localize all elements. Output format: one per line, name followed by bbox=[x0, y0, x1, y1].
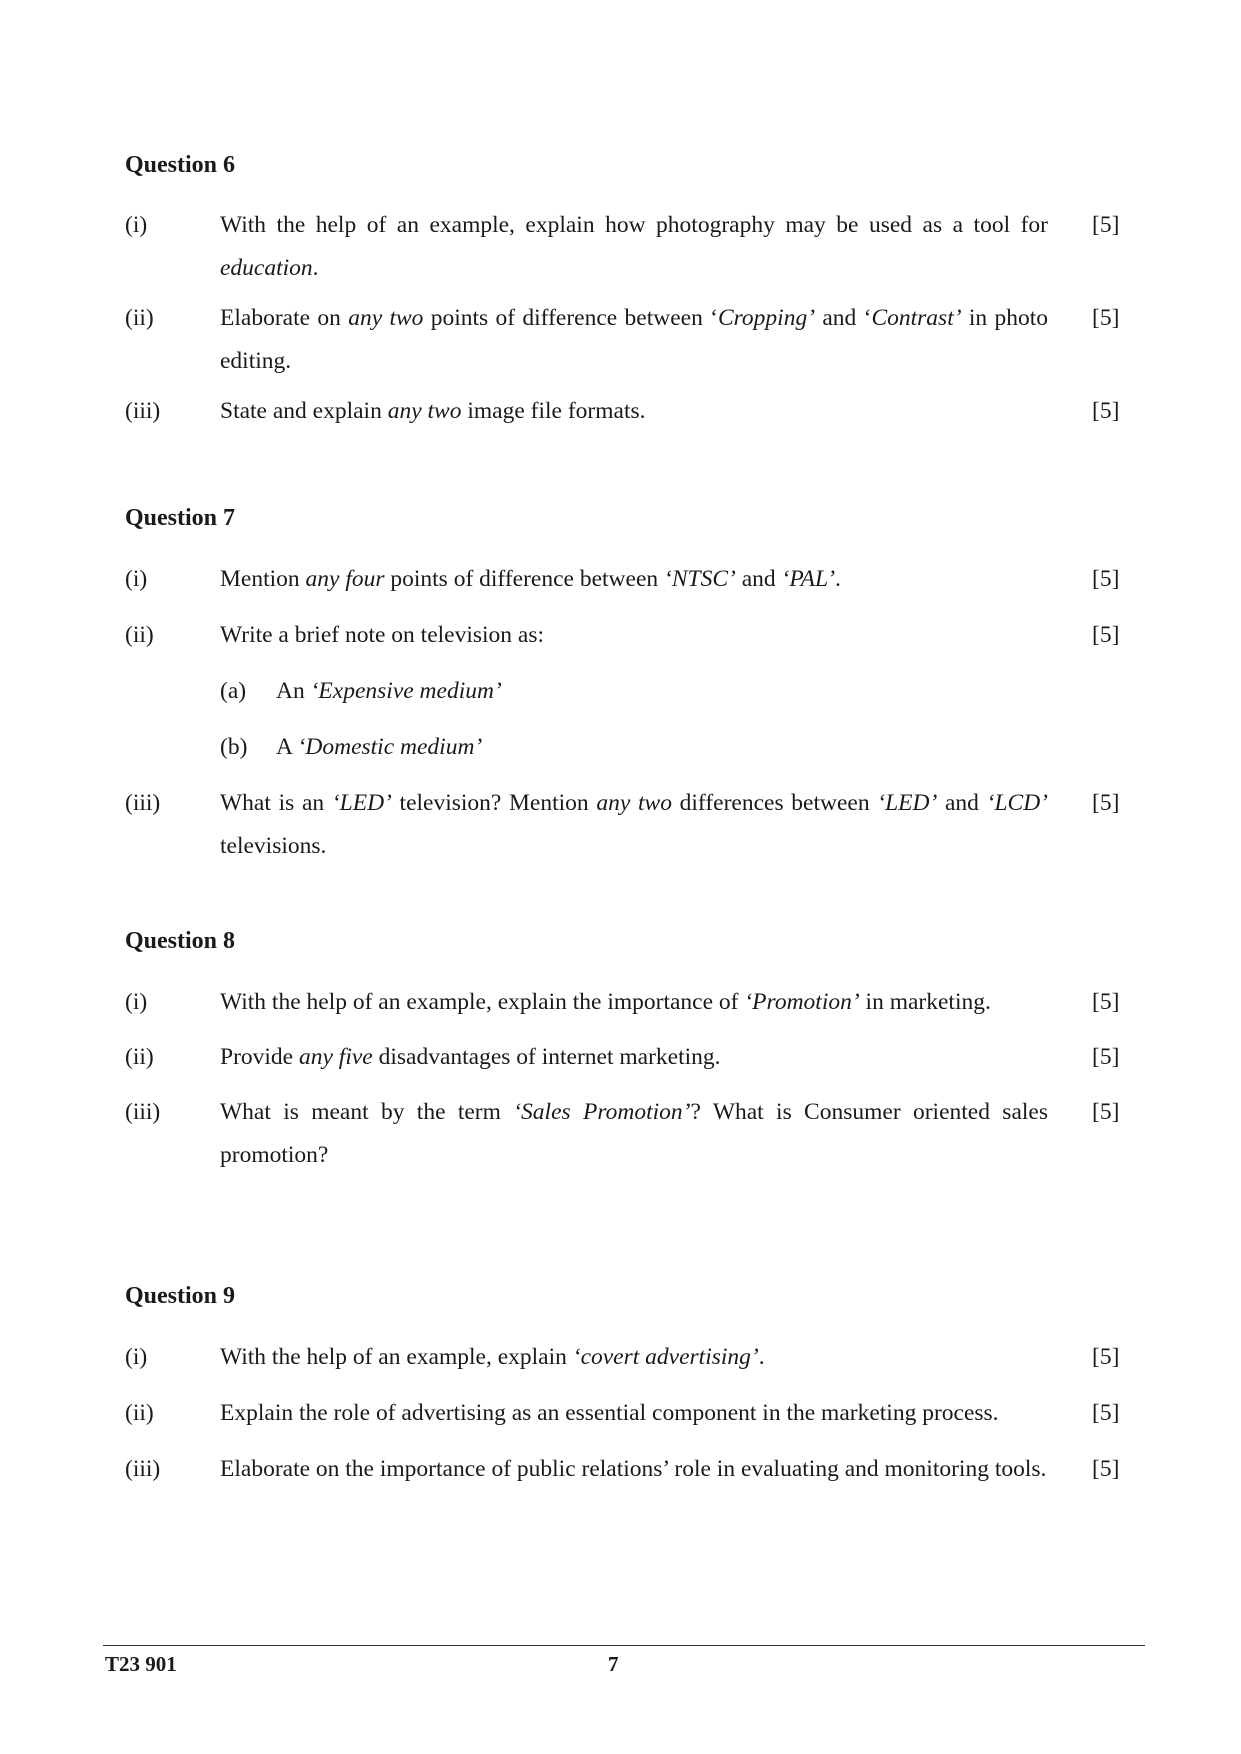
text-run: and bbox=[937, 790, 987, 816]
question-8-part-iii bbox=[125, 1091, 1125, 1177]
marks-label: [5] bbox=[1092, 1044, 1120, 1070]
text-run: A bbox=[276, 734, 298, 760]
emphasis-text: Contrast’ bbox=[871, 305, 962, 331]
text-run: disadvantages of internet marketing. bbox=[372, 1044, 721, 1070]
text-run: Write a brief note on television as: bbox=[220, 622, 545, 648]
question-9-part-i bbox=[125, 1336, 1125, 1379]
text-run: television? Mention bbox=[391, 790, 597, 816]
text-run: With the help of an example, explain the importance of bbox=[220, 989, 745, 1015]
question-title: Question 8 bbox=[125, 928, 236, 954]
question-9 bbox=[125, 1281, 1125, 1491]
sub-part-text bbox=[276, 670, 1125, 713]
text-run: Elaborate on the importance of public relations’ role in evaluating and monitoring tools. bbox=[220, 1456, 1047, 1482]
text-run: What is meant by the term bbox=[220, 1099, 514, 1125]
sub-part-number: (b) bbox=[220, 734, 248, 760]
part-text bbox=[220, 390, 1048, 433]
text-run: points of difference between ‘ bbox=[423, 305, 718, 331]
part-number: (iii) bbox=[125, 790, 161, 816]
text-run: televisions. bbox=[220, 833, 327, 859]
marks-label: [5] bbox=[1092, 212, 1120, 238]
part-text bbox=[220, 981, 1048, 1024]
question-7-part-i bbox=[125, 558, 1125, 601]
part-text bbox=[220, 204, 1048, 290]
part-number: (i) bbox=[125, 1344, 148, 1370]
part-text bbox=[220, 297, 1048, 383]
part-text bbox=[220, 1448, 1048, 1491]
part-text bbox=[220, 1336, 1048, 1379]
part-text bbox=[220, 614, 1048, 657]
text-run: differences between bbox=[671, 790, 878, 816]
text-run: Elaborate on bbox=[220, 305, 349, 331]
text-run: . bbox=[758, 1344, 765, 1370]
question-title: Question 9 bbox=[125, 1283, 236, 1309]
emphasis-text: ‘PAL’ bbox=[781, 566, 836, 592]
paper-code: T23 901 bbox=[105, 1652, 177, 1676]
emphasis-text: ‘LED’ bbox=[877, 790, 938, 816]
sub-part-text bbox=[276, 726, 1125, 769]
question-8-part-i bbox=[125, 981, 1125, 1024]
part-number: (ii) bbox=[125, 305, 154, 331]
question-title: Question 7 bbox=[125, 505, 236, 531]
text-run: points of difference between bbox=[384, 566, 664, 592]
text-run: Explain the role of advertising as an essential component in the marketing process. bbox=[220, 1400, 999, 1426]
text-run: State and explain bbox=[220, 398, 388, 424]
marks-label: [5] bbox=[1092, 622, 1120, 648]
marks-label: [5] bbox=[1092, 1400, 1120, 1426]
emphasis-text: any four bbox=[305, 566, 385, 592]
question-title: Question 6 bbox=[125, 152, 236, 178]
text-run: With the help of an example, explain bbox=[220, 1344, 573, 1370]
footer-divider bbox=[103, 1645, 1145, 1646]
emphasis-text: ‘Sales Promotion’ bbox=[513, 1099, 691, 1125]
emphasis-text: ‘covert advertising’ bbox=[572, 1344, 759, 1370]
text-run: . bbox=[312, 255, 319, 281]
part-number: (i) bbox=[125, 566, 148, 592]
text-run: in marketing. bbox=[859, 989, 991, 1015]
text-run: Provide bbox=[220, 1044, 299, 1070]
marks-label: [5] bbox=[1092, 566, 1120, 592]
text-run: An bbox=[276, 678, 311, 704]
question-7 bbox=[125, 503, 1125, 868]
text-run: and bbox=[735, 566, 782, 592]
part-number: (iii) bbox=[125, 398, 161, 424]
text-run: . bbox=[835, 566, 841, 592]
marks-label: [5] bbox=[1092, 1456, 1120, 1482]
part-text bbox=[220, 1036, 1048, 1079]
text-run: in photo editing. bbox=[220, 305, 1049, 374]
emphasis-text: any two bbox=[348, 305, 424, 331]
text-run: Mention bbox=[220, 566, 306, 592]
part-text bbox=[220, 1392, 1058, 1435]
emphasis-text: any two bbox=[387, 398, 462, 424]
question-6-part-i bbox=[125, 204, 1125, 290]
marks-label: [5] bbox=[1092, 1099, 1120, 1125]
part-text bbox=[220, 558, 1048, 601]
emphasis-text: any two bbox=[596, 790, 672, 816]
sub-part-number: (a) bbox=[220, 678, 247, 704]
emphasis-text: Cropping’ bbox=[717, 305, 816, 331]
question-7-part-ii bbox=[125, 614, 1125, 657]
text-run: and ‘ bbox=[815, 305, 872, 331]
part-number: (i) bbox=[125, 212, 148, 238]
marks-label: [5] bbox=[1092, 1344, 1120, 1370]
emphasis-text: ‘Promotion’ bbox=[744, 989, 860, 1015]
marks-label: [5] bbox=[1092, 790, 1120, 816]
emphasis-text: education bbox=[220, 255, 313, 281]
question-6 bbox=[125, 150, 1125, 433]
question-9-part-ii bbox=[125, 1392, 1125, 1435]
emphasis-text: ‘Domestic medium’ bbox=[297, 734, 483, 760]
part-number: (ii) bbox=[125, 1400, 154, 1426]
text-run: With the help of an example, explain how photography may be used as a tool for bbox=[220, 212, 1048, 238]
text-run: image file formats. bbox=[461, 398, 646, 424]
emphasis-text: any five bbox=[298, 1044, 373, 1070]
part-text bbox=[220, 782, 1048, 868]
sub-part-a bbox=[220, 670, 1125, 713]
part-number: (ii) bbox=[125, 1044, 154, 1070]
emphasis-text: ‘LED’ bbox=[331, 790, 392, 816]
question-8 bbox=[125, 926, 1125, 1177]
part-text bbox=[220, 1091, 1048, 1177]
question-7-part-iii bbox=[125, 782, 1125, 868]
question-6-part-ii bbox=[125, 297, 1125, 383]
marks-label: [5] bbox=[1092, 398, 1120, 424]
text-run: ? What is Consumer oriented sales promotion? bbox=[220, 1099, 1048, 1168]
part-number: (i) bbox=[125, 989, 148, 1015]
question-6-part-iii bbox=[125, 390, 1125, 433]
emphasis-text: ‘Expensive medium’ bbox=[310, 678, 502, 704]
emphasis-text: ‘NTSC’ bbox=[664, 566, 736, 592]
part-number: (ii) bbox=[125, 622, 154, 648]
question-9-part-iii bbox=[125, 1448, 1125, 1491]
text-run: What is an bbox=[220, 790, 332, 816]
marks-label: [5] bbox=[1092, 989, 1120, 1015]
part-number: (iii) bbox=[125, 1099, 161, 1125]
page-number: 7 bbox=[608, 1652, 619, 1676]
marks-label: [5] bbox=[1092, 305, 1120, 331]
part-number: (iii) bbox=[125, 1456, 161, 1482]
emphasis-text: ‘LCD’ bbox=[986, 790, 1048, 816]
sub-part-b bbox=[220, 726, 1125, 769]
question-8-part-ii bbox=[125, 1036, 1125, 1079]
